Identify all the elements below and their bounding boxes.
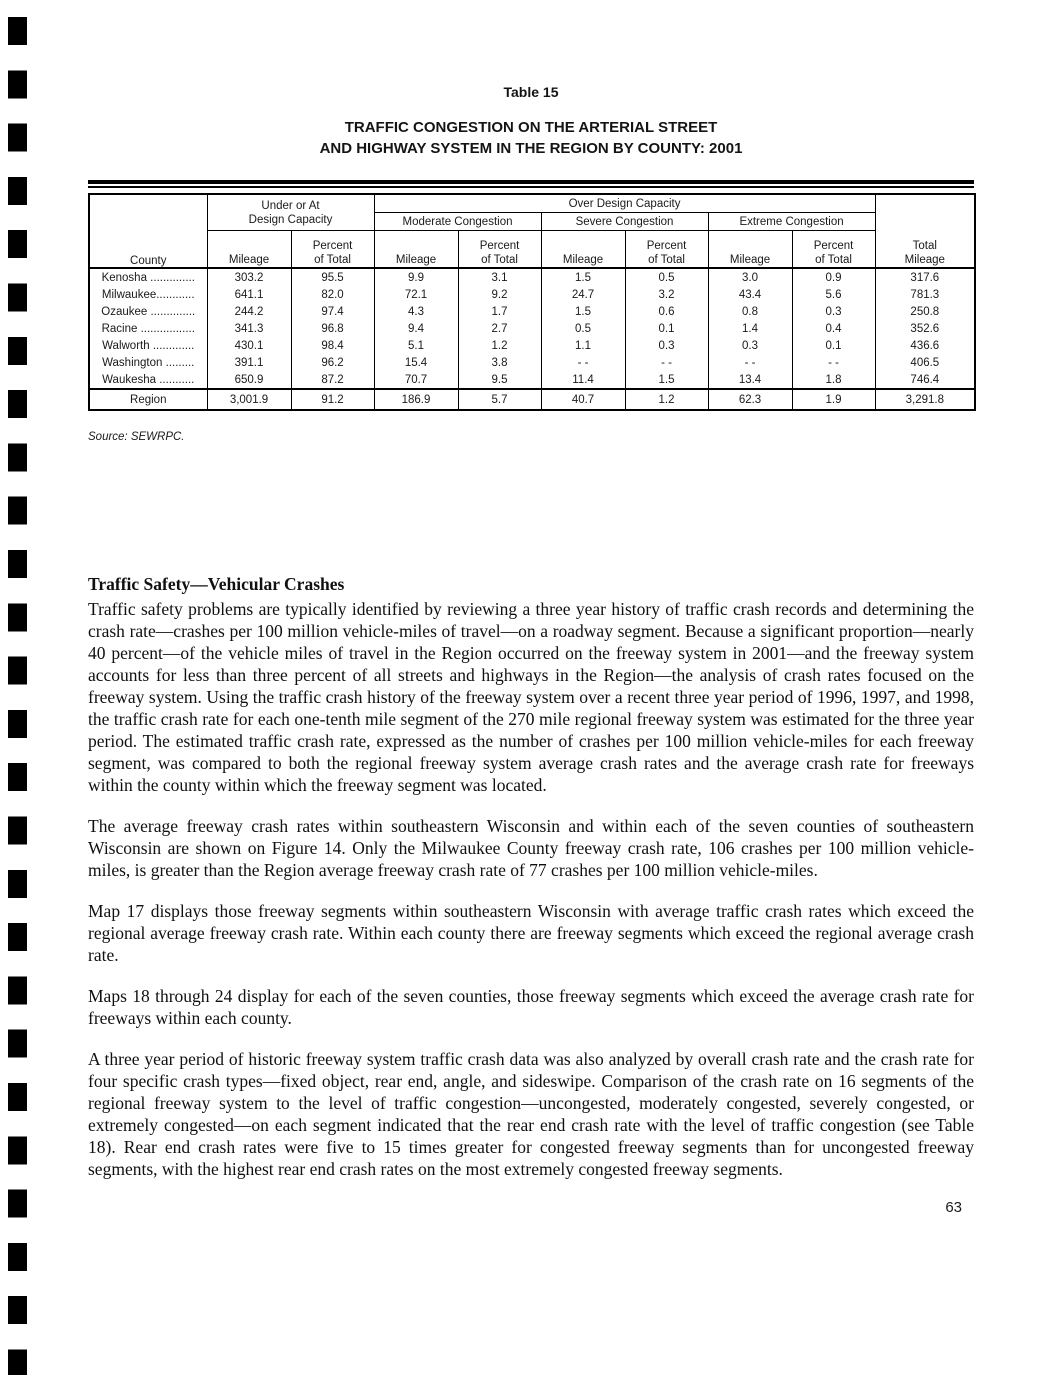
paragraph: The average freeway crash rates within southeastern Wisconsin and within each of the seven counties of southeastern Wisconsin are shown on Figure 14. Only the Milwaukee County freeway crash rate, 106 crashes per 100 million vehicle-miles, is greater than the Region average freeway crash rate of 77 crashes per 100 million vehicle-miles. xyxy=(88,816,974,880)
data-cell: 0.8 xyxy=(708,303,792,320)
county-cell: Milwaukee............ xyxy=(89,286,207,303)
table-title-line1: TRAFFIC CONGESTION ON THE ARTERIAL STREET xyxy=(344,119,718,136)
table-row xyxy=(89,303,975,320)
data-cell: 0.5 xyxy=(625,268,708,286)
data-cell: 0.4 xyxy=(792,320,875,337)
data-cell: 9.2 xyxy=(458,286,541,303)
data-cell: 72.1 xyxy=(374,286,458,303)
double-rule xyxy=(88,180,974,188)
data-cell: 1.1 xyxy=(541,337,625,354)
section-heading: Traffic Safety—Vehicular Crashes xyxy=(88,574,345,594)
table-body xyxy=(89,268,975,389)
data-cell: 1.5 xyxy=(625,371,708,389)
data-cell: 1.4 xyxy=(708,320,792,337)
data-cell: 186.9 xyxy=(374,389,458,410)
header-county: County xyxy=(89,194,207,268)
data-cell: 391.1 xyxy=(207,354,291,371)
data-cell: 9.4 xyxy=(374,320,458,337)
data-cell: 87.2 xyxy=(291,371,374,389)
header-under-or-at-line1: Under or At xyxy=(261,199,320,212)
data-cell: 91.2 xyxy=(291,389,374,410)
header-percent-of-total: Percent of Total xyxy=(458,231,541,269)
data-cell: 43.4 xyxy=(708,286,792,303)
data-cell: 3.0 xyxy=(708,268,792,286)
data-cell: 24.7 xyxy=(541,286,625,303)
data-cell: - - xyxy=(708,354,792,371)
table-row xyxy=(89,371,975,389)
page-number: 63 xyxy=(945,1199,962,1216)
paragraph: A three year period of historic freeway system traffic crash data was also analyzed by overall crash rate and the crash rate for four specific crash types—fixed object, rear end, angle, and sideswipe. Comparison of the crash rate on 16 segments of the regional freeway system to the level of traffic congestion—uncongested, moderately congested, severely congested, or extremely congested—on each segment indicated that the rear end crash rate with the level of traffic congestion (see Table 18). Rear end crash rates were five to 15 times greater for congested freeway segments than for uncongested freeway segments, with the highest rear end crash rates on the most extremely congested freeway segments. xyxy=(88,1049,974,1179)
binding-marks xyxy=(8,17,27,1375)
paragraph: Maps 18 through 24 display for each of the seven counties, those freeway segments which exceed the average crash rate for freeways within each county. xyxy=(88,986,974,1028)
header-percent-of-total: Percent of Total xyxy=(291,231,374,269)
data-cell: 1.9 xyxy=(792,389,875,410)
data-cell: 436.6 xyxy=(875,337,975,354)
header-percent-of-total: Percent of Total xyxy=(625,231,708,269)
county-cell: Walworth ............. xyxy=(89,337,207,354)
table-title-line2: AND HIGHWAY SYSTEM IN THE REGION BY COUNTY: 2001 xyxy=(319,140,743,157)
data-cell: 0.3 xyxy=(625,337,708,354)
table-caption: Table 15 xyxy=(503,84,559,100)
header-severe-congestion: Severe Congestion xyxy=(541,213,708,231)
data-cell: 95.5 xyxy=(291,268,374,286)
header-over-design-capacity: Over Design Capacity xyxy=(374,194,875,213)
data-cell: 40.7 xyxy=(541,389,625,410)
data-cell: 9.9 xyxy=(374,268,458,286)
data-cell: 62.3 xyxy=(708,389,792,410)
data-cell: 352.6 xyxy=(875,320,975,337)
data-cell: 1.5 xyxy=(541,303,625,320)
data-cell: 15.4 xyxy=(374,354,458,371)
table-title xyxy=(88,117,974,159)
data-cell: 317.6 xyxy=(875,268,975,286)
paragraph: Traffic safety problems are typically identified by reviewing a three year history of traffic crash records and determining the crash rate—crashes per 100 million vehicle-miles of travel—on a roadway segment. Because a significant proportion—nearly 40 percent—of the vehicle miles of travel in the Region occurred on the freeway system in 2001—and the freeway system accounts for less than three percent of all streets and highways in the Region—the analysis of crash rates focused on the freeway system. Using the traffic crash history of the freeway system over a recent three year period of 1996, 1997, and 1998, the traffic crash rate for each one-tenth mile segment of the 270 mile regional freeway system was estimated for the three year period. The estimated traffic crash rate, expressed as the number of crashes per 100 million vehicle-miles for each freeway segment, was compared to both the regional freeway system average crash rates and the average crash rate for freeways within the county within which the freeway segment was located. xyxy=(88,599,974,795)
data-cell: 746.4 xyxy=(875,371,975,389)
data-cell: 82.0 xyxy=(291,286,374,303)
data-cell: 3.8 xyxy=(458,354,541,371)
data-cell: 0.9 xyxy=(792,268,875,286)
data-cell: 97.4 xyxy=(291,303,374,320)
table-row xyxy=(89,286,975,303)
data-cell: 641.1 xyxy=(207,286,291,303)
header-mileage: Mileage xyxy=(207,231,291,269)
data-cell: 2.7 xyxy=(458,320,541,337)
data-cell: 341.3 xyxy=(207,320,291,337)
data-cell: 1.7 xyxy=(458,303,541,320)
header-extreme-congestion: Extreme Congestion xyxy=(708,213,875,231)
data-cell: 9.5 xyxy=(458,371,541,389)
data-cell: 3,001.9 xyxy=(207,389,291,410)
data-cell: 0.3 xyxy=(792,303,875,320)
table-row xyxy=(89,320,975,337)
data-cell: 0.1 xyxy=(792,337,875,354)
data-cell: 98.4 xyxy=(291,337,374,354)
data-cell: 650.9 xyxy=(207,371,291,389)
data-cell: 3.1 xyxy=(458,268,541,286)
header-total-line1: Total xyxy=(912,240,937,252)
data-cell: 96.8 xyxy=(291,320,374,337)
data-cell: 1.2 xyxy=(625,389,708,410)
congestion-table xyxy=(88,193,976,411)
table-row xyxy=(89,354,975,371)
county-cell: Region xyxy=(89,389,207,410)
header-mileage: Mileage xyxy=(374,231,458,269)
county-cell: Ozaukee .............. xyxy=(89,303,207,320)
table-row xyxy=(89,337,975,354)
data-cell: 11.4 xyxy=(541,371,625,389)
data-cell: 96.2 xyxy=(291,354,374,371)
data-cell: - - xyxy=(541,354,625,371)
data-cell: 5.6 xyxy=(792,286,875,303)
data-cell: 1.8 xyxy=(792,371,875,389)
data-cell: 0.5 xyxy=(541,320,625,337)
header-percent-of-total: Percent of Total xyxy=(792,231,875,269)
table-row xyxy=(89,268,975,286)
header-mileage: Mileage xyxy=(708,231,792,269)
data-cell: 0.6 xyxy=(625,303,708,320)
county-cell: Waukesha ........... xyxy=(89,371,207,389)
data-cell: 13.4 xyxy=(708,371,792,389)
source-note: Source: SEWRPC. xyxy=(88,431,185,443)
data-cell: 406.5 xyxy=(875,354,975,371)
header-total-mileage xyxy=(875,194,975,268)
data-cell: 303.2 xyxy=(207,268,291,286)
data-cell: 3.2 xyxy=(625,286,708,303)
data-cell: 5.7 xyxy=(458,389,541,410)
data-cell: 0.3 xyxy=(708,337,792,354)
header-moderate-congestion: Moderate Congestion xyxy=(374,213,541,231)
county-cell: Washington ......... xyxy=(89,354,207,371)
data-cell: 781.3 xyxy=(875,286,975,303)
page-content xyxy=(88,0,974,1216)
data-cell: 244.2 xyxy=(207,303,291,320)
paragraph: Map 17 displays those freeway segments within southeastern Wisconsin with average traffic crash rates which exceed the regional average freeway crash rate. Within each county there are freeway segments which exceed the regional average crash rate. xyxy=(88,901,974,965)
data-cell: 1.2 xyxy=(458,337,541,354)
county-cell: Racine ................. xyxy=(89,320,207,337)
data-cell: 250.8 xyxy=(875,303,975,320)
header-under-or-at xyxy=(207,194,374,231)
data-cell: - - xyxy=(792,354,875,371)
header-mileage: Mileage xyxy=(541,231,625,269)
data-cell: 70.7 xyxy=(374,371,458,389)
header-under-or-at-line2: Design Capacity xyxy=(248,213,333,226)
header-total-line2: Mileage xyxy=(904,254,945,266)
data-cell: 1.5 xyxy=(541,268,625,286)
data-cell: - - xyxy=(625,354,708,371)
county-cell: Kenosha .............. xyxy=(89,268,207,286)
data-cell: 430.1 xyxy=(207,337,291,354)
data-cell: 0.1 xyxy=(625,320,708,337)
data-cell: 4.3 xyxy=(374,303,458,320)
region-row xyxy=(89,389,975,410)
data-cell: 3,291.8 xyxy=(875,389,975,410)
data-cell: 5.1 xyxy=(374,337,458,354)
article xyxy=(88,573,974,1180)
